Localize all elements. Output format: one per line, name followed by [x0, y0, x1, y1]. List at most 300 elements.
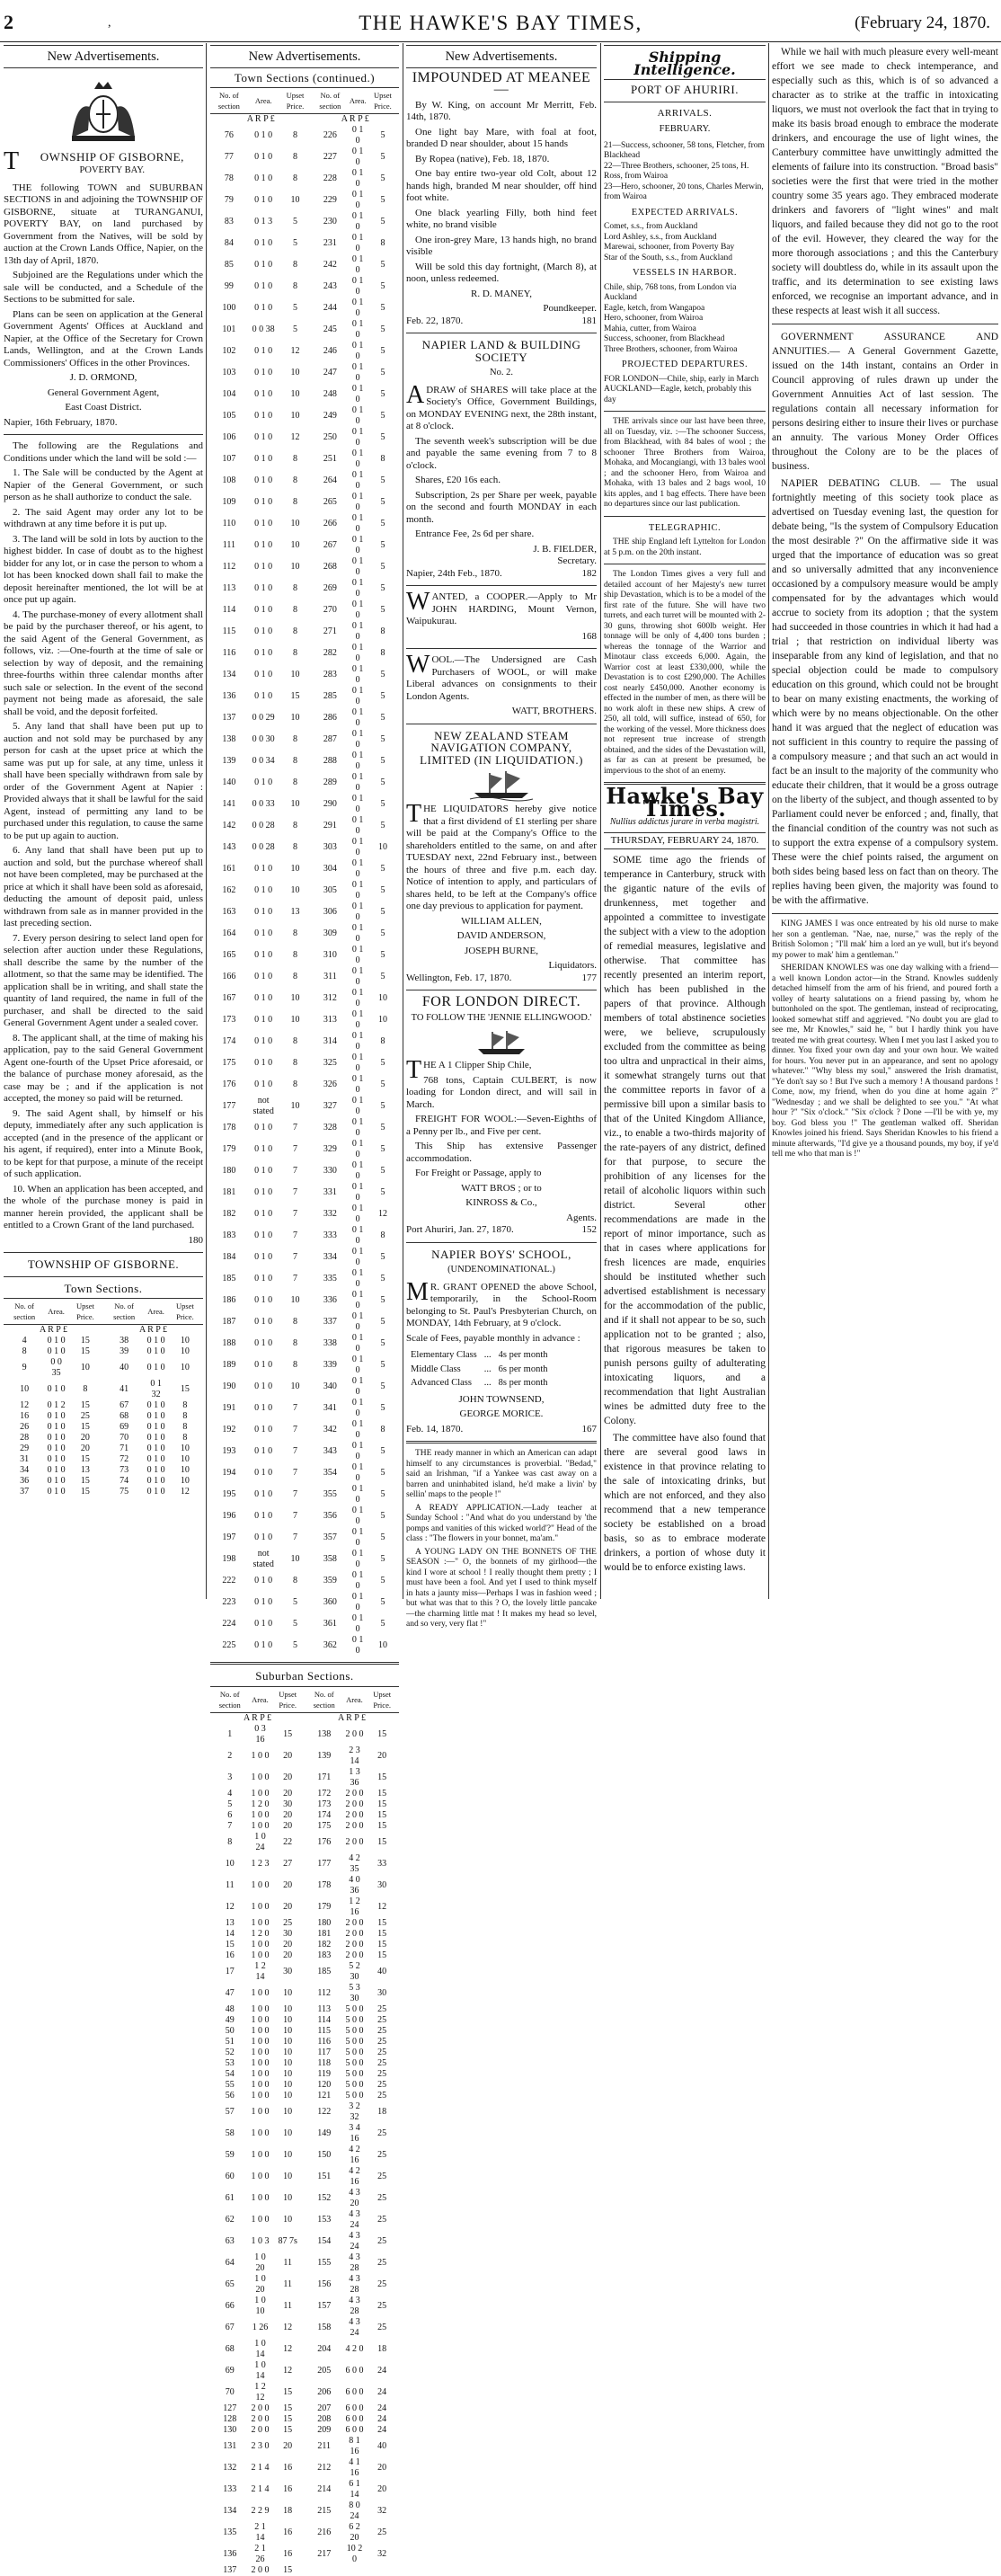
table-cell: 33 — [377, 1858, 387, 1869]
table-cell: 0 1 3 — [254, 217, 273, 227]
table-cell: 5 — [293, 217, 297, 227]
table-cell: 20 — [377, 2483, 387, 2494]
column-rule — [206, 43, 207, 1599]
table-cell: 25 — [377, 2278, 387, 2289]
nz-signature: DAVID ANDERSON, — [456, 930, 546, 941]
table-cell: 0 1 0 — [351, 319, 364, 340]
table-cell: 69 — [225, 2365, 235, 2376]
table-cell: 53 — [225, 2057, 235, 2068]
table-cell: 0 1 0 — [254, 1058, 273, 1068]
table-row — [4, 1454, 203, 1465]
table-cell: 175 — [317, 1820, 332, 1831]
table-row — [210, 923, 399, 945]
column-header: Area. — [145, 1299, 167, 1325]
table-cell: 0 1 0 — [47, 1411, 66, 1421]
table-cell: 15 — [377, 1836, 387, 1847]
table-cell: 20 — [283, 1820, 293, 1831]
ink-mark: , — [108, 16, 111, 30]
table-cell: 1 0 0 — [251, 2025, 270, 2036]
table-row — [210, 2274, 399, 2296]
table-row — [210, 2209, 399, 2231]
table-cell: 0 1 0 — [351, 621, 364, 642]
school-signature: GEORGE MORICE. — [459, 1408, 544, 1419]
table-cell: 270 — [323, 605, 337, 615]
table-row — [210, 2500, 399, 2522]
table-cell: 47 — [225, 1987, 235, 1998]
wool-ad: WOOL.—The Undersigned are Cash Purchasers of WOOL, or will make Liberal advances on consignments to their London Agents. — [406, 651, 597, 702]
table-cell: 161 — [222, 864, 236, 874]
table-cell: 211 — [317, 2440, 332, 2451]
table-cell: 343 — [323, 1446, 337, 1456]
table-cell: 20 — [283, 2440, 293, 2451]
table-cell: 0 1 0 — [254, 1015, 273, 1025]
nz-signature: WILLIAM ALLEN, — [461, 915, 542, 927]
table-cell: 118 — [317, 2057, 332, 2068]
table-cell: 106 — [222, 432, 236, 442]
table-row — [4, 1400, 203, 1411]
royal-arms-icon — [4, 72, 203, 149]
table-cell: 0 1 0 — [254, 497, 273, 507]
table-cell: 212 — [317, 2462, 332, 2473]
table-cell: 0 1 0 — [47, 1346, 66, 1356]
table-cell: 8 — [182, 1400, 188, 1410]
table-row — [210, 1355, 399, 1376]
table-cell: 224 — [222, 1619, 236, 1629]
table-cell: 7 — [293, 1446, 297, 1456]
table-cell: 0 3 16 — [254, 1723, 266, 1745]
table-cell: 40 — [120, 1363, 129, 1372]
table-cell: 2 0 0 — [251, 2564, 270, 2575]
table-cell: 0 1 0 — [254, 907, 273, 917]
ad-paragraph: Subjoined are the Regulations under which the sale will be conducted, and a Schedule of the Sections to be submitted for sale. — [4, 270, 203, 305]
table-cell: 5 — [380, 1144, 385, 1154]
table-cell: 268 — [323, 562, 337, 572]
table-cell: 0 1 0 — [254, 173, 273, 183]
table-row — [210, 578, 399, 600]
table-cell: 0 1 0 — [254, 1166, 273, 1176]
school-subtitle: (UNDENOMINATIONAL.) — [447, 1265, 555, 1275]
units-row: A R P £ — [341, 114, 369, 124]
list-item: Hero, schooner, from Wairoa — [604, 314, 704, 323]
table-cell: 191 — [222, 1403, 236, 1413]
table-cell: 180 — [317, 1917, 332, 1928]
table-cell: 0 1 0 — [47, 1336, 66, 1346]
table-cell: 4 3 28 — [349, 2295, 360, 2316]
table-cell: 361 — [323, 1619, 337, 1629]
table-row — [210, 1527, 399, 1549]
table-cell: 16 — [283, 2462, 293, 2473]
table-cell: 3 2 32 — [349, 2101, 360, 2122]
table-cell: 5 — [380, 864, 385, 874]
table-cell: 0 1 0 — [351, 513, 364, 534]
table-row — [4, 1422, 203, 1433]
column-heading: Shipping Intelligence. — [604, 45, 766, 80]
table-cell: 8 — [293, 260, 297, 270]
table-cell: 204 — [317, 2343, 332, 2354]
table-cell: 15 — [377, 1939, 387, 1950]
table-cell: 0 1 0 — [146, 1422, 165, 1432]
table-cell: 189 — [222, 1360, 236, 1370]
divider — [4, 434, 203, 435]
nlbs-paragraph: Entrance Fee, 2s 6d per share. — [415, 529, 535, 539]
regulation-item: 7. Every person desiring to select land open for selection after auction under these Regulations, shall describe the same by the number of the allotment, so that the same may be identified. The application shall be in writing, and shall state the quantity of land required, the name in full of the purchaser, and shall be directed to the said General Government Agent under a sealed cover. — [4, 932, 203, 1028]
table-cell: 332 — [323, 1209, 337, 1219]
table-row — [210, 513, 399, 535]
table-cell: 0 1 0 — [351, 1462, 364, 1483]
table-cell: 176 — [317, 1836, 332, 1847]
table-cell: 0 1 0 — [254, 1640, 273, 1650]
table-cell: 288 — [323, 756, 337, 766]
table-cell: 243 — [323, 281, 337, 291]
table-cell: 0 1 0 — [351, 1074, 364, 1095]
table-cell: 5 — [380, 303, 385, 313]
telegraphic-label: TELEGRAPHIC. — [648, 522, 722, 533]
table-cell: 128 — [223, 2413, 237, 2424]
table-row — [210, 1789, 399, 1799]
table-cell: 12 — [283, 2343, 293, 2354]
table-cell: 7 — [293, 1403, 297, 1413]
table-cell: 0 1 0 — [254, 368, 273, 378]
table-row — [210, 2188, 399, 2209]
table-cell: 309 — [323, 928, 337, 938]
regulation-item: 8. The applicant shall, at the time of making his application, pay to the said General Government Agent one-fourth of the Upset Price aforesaid, or the balance of purchase money aforesaid, as the case may be ; and if the application is not accepted, the money so paid will be returned. — [4, 1032, 203, 1104]
table-row — [210, 1810, 399, 1821]
table-row — [210, 772, 399, 794]
table-cell: 184 — [222, 1252, 236, 1262]
table-cell: 24 — [377, 2386, 387, 2397]
table-cell: 8 — [380, 1425, 385, 1435]
table-cell: 1 2 0 — [251, 1799, 270, 1809]
table-cell: 197 — [222, 1532, 236, 1542]
table-cell: 1 0 0 — [251, 2090, 270, 2101]
table-cell: 174 — [317, 1809, 332, 1820]
table-cell: 269 — [323, 583, 337, 593]
table-cell: 156 — [317, 2278, 332, 2289]
table-cell: 13 — [80, 1465, 90, 1475]
table-row — [210, 1896, 399, 1918]
table-row — [210, 147, 399, 168]
table-cell: 0 1 0 — [351, 1117, 364, 1138]
table-cell: 137 — [222, 713, 236, 723]
table-cell: 1 3 36 — [349, 1766, 360, 1788]
table-cell: 0 0 35 — [50, 1357, 62, 1378]
table-cell: 0 1 0 — [254, 777, 273, 787]
column-header: No. of section — [103, 1299, 145, 1325]
table-cell: 1 2 16 — [349, 1896, 360, 1917]
table-cell: 8 — [293, 454, 297, 464]
table-cell: 13 — [225, 1917, 235, 1928]
table-row — [210, 470, 399, 492]
column-header: Upset Price. — [270, 1686, 305, 1712]
table-cell: 331 — [323, 1187, 337, 1197]
table-cell: 59 — [225, 2149, 235, 2160]
london-agent: Agents. — [566, 1212, 597, 1223]
list-item: Success, schooner, from Blackhead — [604, 334, 725, 343]
table-row — [210, 1799, 399, 1810]
table-cell: 2 0 0 — [251, 2424, 270, 2435]
table-row — [210, 1139, 399, 1160]
table-cell: 5 — [380, 281, 385, 291]
table-cell: 8 — [293, 1360, 297, 1370]
expected-list — [604, 222, 766, 263]
table-cell: 305 — [323, 885, 337, 895]
table-cell: 8 — [380, 648, 385, 658]
table-cell: 0 1 0 — [351, 470, 364, 491]
table-cell: 190 — [222, 1381, 236, 1391]
table-cell: 142 — [222, 821, 236, 831]
table-cell: 185 — [222, 1274, 236, 1284]
signature-title: General Government Agent, — [47, 386, 160, 398]
table-cell: 0 1 0 — [351, 923, 364, 944]
regulation-item: 6. Any land that shall have been put up to auction and sold, but the purchase whereof shall not have been completed, may be purchased at the price at which it shall have been sold as aforesaid, deducting the amount of deposit paid, unless withdrawn from sale as in manner provided in the last preceding section. — [4, 845, 203, 928]
table-cell: 10 — [290, 540, 300, 550]
list-item: Lord Ashley, s.s., from Auckland — [604, 232, 717, 242]
town-sections-label: Town Sections. — [64, 1281, 143, 1295]
divider — [604, 516, 766, 517]
table-cell: 7 — [293, 1209, 297, 1219]
table-cell: 0 1 0 — [351, 1398, 364, 1418]
table-cell: 7 — [293, 1468, 297, 1478]
table-row — [210, 729, 399, 751]
table-row — [210, 686, 399, 707]
table-cell — [305, 2565, 344, 2576]
table-row — [210, 1031, 399, 1053]
table-cell: 5 — [380, 540, 385, 550]
list-item: 21—Success, schooner, 58 tons, Fletcher, from Blackhead — [604, 140, 765, 160]
table-cell: 0 0 34 — [252, 756, 275, 766]
table-cell: 17 — [225, 1966, 235, 1976]
table-row: Advanced Class ... 8s per month — [411, 1378, 548, 1388]
table-row — [210, 2037, 399, 2047]
table-cell: 30 — [283, 1928, 293, 1939]
nz-signature: JOSEPH BURNE, — [465, 945, 538, 956]
table-cell: 173 — [222, 1015, 236, 1025]
table-cell: 7 — [293, 1511, 297, 1521]
table-cell: 8 — [293, 130, 297, 140]
table-cell: 207 — [317, 2403, 332, 2413]
london-footer: Port Ahuriri, Jan. 27, 1870. 152 — [406, 1224, 597, 1235]
table-row — [210, 2123, 399, 2145]
table-cell: 330 — [323, 1166, 337, 1176]
table-cell: 0 1 0 — [351, 902, 364, 922]
table-cell: 26 — [20, 1422, 30, 1432]
table-cell: 188 — [222, 1338, 236, 1348]
table-cell: 25 — [377, 2322, 387, 2332]
table-cell: 0 1 0 — [254, 454, 273, 464]
table-cell: 0 1 0 — [254, 130, 273, 140]
table-cell: 166 — [222, 972, 236, 982]
table-cell: 15 — [180, 1384, 190, 1394]
table-cell: 5 — [380, 1403, 385, 1413]
table-row — [210, 1376, 399, 1398]
table-cell: 5 — [380, 1381, 385, 1391]
table-cell: 1 0 0 — [251, 2003, 270, 2014]
gov-assurance-paragraph: GOVERNMENT ASSURANCE AND ANNUITIES.— A General Government Gazette, issued on the 14th instant, contains an Order in Council approving of rules drawn up under the Government Annuities Act of last session. The regulations contain all necessary information for persons desiring either to insure their lives or purchase an annuity. The various Money Order Offices throughout the Colony are to be the places of business. — [772, 332, 998, 472]
table-cell: 0 1 0 — [254, 389, 273, 399]
school-footer: Feb. 14, 1870. 167 — [406, 1423, 597, 1435]
table-cell: 15 — [80, 1346, 90, 1356]
table-cell: 10 — [283, 2025, 293, 2036]
table-cell: 306 — [323, 907, 337, 917]
table-cell: 5 — [380, 1619, 385, 1629]
list-item: Star of the South, s.s., from Auckland — [604, 253, 733, 262]
table-cell: 0 1 0 — [351, 1311, 364, 1332]
table-cell: 0 1 0 — [351, 1484, 364, 1505]
table-cell: 8 — [293, 475, 297, 485]
table-cell: 0 1 0 — [351, 707, 364, 728]
table-cell: 87 7s — [278, 2235, 297, 2246]
table-row — [210, 319, 399, 341]
times-text: The London Times gives a very full and detailed account of her Majesty's new turret ship Devastation, which is to be a model of the first rate of the future. She will have two turrets, and each turret will be mounted with 2-30 guns, throwing shot 600lb weight. Her tonnage will be only of 4,400 tons burden ; whereas the tonnage of the Warrior and Minotaur class exceeds 6,000. Again, the Warrior cost at least £330,000, while the Devastation is to cost £290,000. The Achilles cost nearly £450,000. Another economy is effected in the number of men, as there will be no work aloft in these new ships. A crew of 250, all told, will suffice, instead of 650, for the working of the vessel. More thickness does not represent true increase of strength obtained, and the sides of the Devastation will, as far as can at present be presumed, be impervious to the shot of an enemy. — [604, 570, 766, 776]
table-cell: 18 — [377, 2106, 387, 2117]
table-cell: 5 — [380, 1274, 385, 1284]
table-cell: 336 — [323, 1295, 337, 1305]
list-item: 22—Three Brothers, schooner, 25 tons, H. Ross, from Wairoa — [604, 161, 749, 181]
table-cell: 25 — [80, 1411, 90, 1421]
units-row: A R P £ — [246, 114, 275, 124]
table-cell: 181 — [222, 1187, 236, 1197]
table-cell: 0 1 0 — [254, 1144, 273, 1154]
table-cell: 5 — [380, 1511, 385, 1521]
table-row — [210, 1009, 399, 1031]
table-cell: 100 — [222, 303, 236, 313]
table-row — [210, 1506, 399, 1527]
table-cell: 15 — [377, 1809, 387, 1820]
table-cell: 79 — [224, 195, 234, 205]
table-cell: 4 1 16 — [349, 2456, 360, 2478]
table-cell: 1 0 3 — [251, 2235, 270, 2246]
divider — [4, 1252, 203, 1253]
table-cell: 247 — [323, 368, 337, 378]
table-cell: 4 3 28 — [349, 2252, 360, 2273]
table-cell: 5 — [380, 346, 385, 356]
column-rule — [600, 43, 601, 1599]
table-cell: 10 — [180, 1476, 190, 1486]
table-cell: 5 — [380, 1532, 385, 1542]
table-cell: 5 — [380, 1166, 385, 1176]
arrivals-note: THE arrivals since our last have been three, all on Tuesday, viz. :—The schooner Success, from Blackhead, with 84 bales of wool ; the schooner Three Brothers from Wairoa, Mohaka, and Mocangiangi, with 13 bales wool ; and the schooner Hero, from Wairoa and Mohaka, with 13 bales and 2 bags wool, 10 kits apples, and 1 bag effects. There have been no departures since our last publication. — [604, 417, 766, 509]
table-cell: 16 — [225, 1950, 235, 1960]
table-cell: 248 — [323, 389, 337, 399]
table-row — [210, 362, 399, 384]
table-row — [210, 276, 399, 298]
table-cell: 12 — [20, 1400, 30, 1410]
ship-icon — [406, 769, 597, 800]
table-cell: 0 1 0 — [254, 605, 273, 615]
table-cell: 11 — [225, 1879, 235, 1890]
table-cell: 2 3 14 — [349, 1745, 360, 1766]
table-cell: 25 — [377, 2047, 387, 2057]
table-cell: 1 0 0 — [251, 2014, 270, 2025]
table-cell: 8 — [293, 1317, 297, 1327]
table-cell: 1 0 0 — [251, 2214, 270, 2225]
table-cell: 10 — [283, 2214, 293, 2225]
table-cell: 7 — [293, 1252, 297, 1262]
impound-item: By Ropea (native), Feb. 18, 1870. — [415, 153, 550, 164]
table-cell: 337 — [323, 1317, 337, 1327]
table-cell: 127 — [223, 2403, 237, 2413]
table-cell: 231 — [323, 238, 337, 248]
wanted-ad: WANTED, a COOPER.—Apply to Mr JOHN HARDING, Mount Vernon, Waipukurau. — [406, 588, 597, 626]
table-cell: 10 — [283, 2014, 293, 2025]
table-cell: 5 0 0 — [345, 2079, 364, 2090]
table-cell: 12 — [290, 346, 300, 356]
table-row — [4, 1433, 203, 1443]
table-cell: 24 — [377, 2424, 387, 2435]
table-cell: 4 3 24 — [349, 2208, 360, 2230]
table-cell: 328 — [323, 1123, 337, 1133]
table-cell: 12 — [283, 2365, 293, 2376]
table-cell: 0 1 0 — [254, 1403, 273, 1413]
table-row — [210, 2252, 399, 2274]
table-cell: 0 1 0 — [351, 233, 364, 253]
table-row — [210, 1268, 399, 1290]
table-cell: 0 1 0 — [254, 432, 273, 442]
table-cell: 0 1 0 — [351, 1635, 364, 1656]
table-cell: 5 — [293, 324, 297, 334]
table-cell: 20 — [283, 1901, 293, 1912]
table-cell: 122 — [317, 2106, 332, 2117]
table-cell: 355 — [323, 1489, 337, 1499]
table-cell: 34 — [20, 1465, 30, 1475]
table-cell: 0 1 0 — [146, 1336, 165, 1346]
table-cell: 4 2 0 — [345, 2343, 364, 2354]
table-cell: 2 0 0 — [345, 1788, 364, 1799]
ad-paragraph: Plans can be seen on application at the General Government Agents' Offices at Auckland and Napier, at the Office of the Secretary for Crown Lands, Wellington, and at the Crown Lands Commissioners' Offices in the other Provinces. — [4, 308, 203, 369]
table-cell: 153 — [317, 2214, 332, 2225]
town-sections-table — [210, 87, 399, 1657]
table-cell: 8 — [380, 1230, 385, 1240]
table-cell: 15 — [80, 1336, 90, 1346]
table-cell: 5 — [380, 972, 385, 982]
table-cell: 1 0 10 — [254, 2295, 266, 2316]
table-cell: 7 — [293, 1230, 297, 1240]
table-cell: 0 1 0 — [47, 1476, 66, 1486]
table-cell: 48 — [225, 2003, 235, 2014]
table-row — [210, 1613, 399, 1635]
suburban-sections-label: Suburban Sections. — [255, 1669, 354, 1683]
fees-table — [406, 1347, 552, 1391]
ad-number: 180 — [188, 1234, 203, 1246]
table-cell: 8 — [293, 842, 297, 852]
column-header: Upset Price. — [367, 88, 399, 114]
table-cell: 141 — [222, 799, 236, 809]
table-cell: 5 — [380, 1079, 385, 1089]
table-cell: 183 — [317, 1950, 332, 1960]
ship-icon — [406, 1029, 597, 1056]
table-cell: 354 — [323, 1468, 337, 1478]
table-cell: 25 — [377, 2171, 387, 2181]
table-row — [210, 449, 399, 470]
table-cell: 0 1 0 — [254, 346, 273, 356]
table-row — [4, 1346, 203, 1357]
table-cell: 7 — [293, 1532, 297, 1542]
table-cell: 0 1 0 — [254, 993, 273, 1003]
table-cell: 67 — [225, 2322, 235, 2332]
table-cell: 326 — [323, 1079, 337, 1089]
column-header: No. of section — [312, 88, 350, 114]
table-cell: 0 1 0 — [254, 260, 273, 270]
table-cell: 5 — [380, 1597, 385, 1607]
table-cell: 0 1 2 — [47, 1400, 66, 1410]
expected-label: EXPECTED ARRIVALS. — [631, 207, 739, 218]
table-cell: 10 — [225, 1858, 235, 1869]
table-row — [210, 405, 399, 427]
table-cell: 0 1 0 — [351, 254, 364, 275]
table-cell: 0 1 0 — [351, 427, 364, 448]
table-cell: 5 — [380, 152, 385, 162]
table-cell: 2 3 0 — [251, 2440, 270, 2451]
